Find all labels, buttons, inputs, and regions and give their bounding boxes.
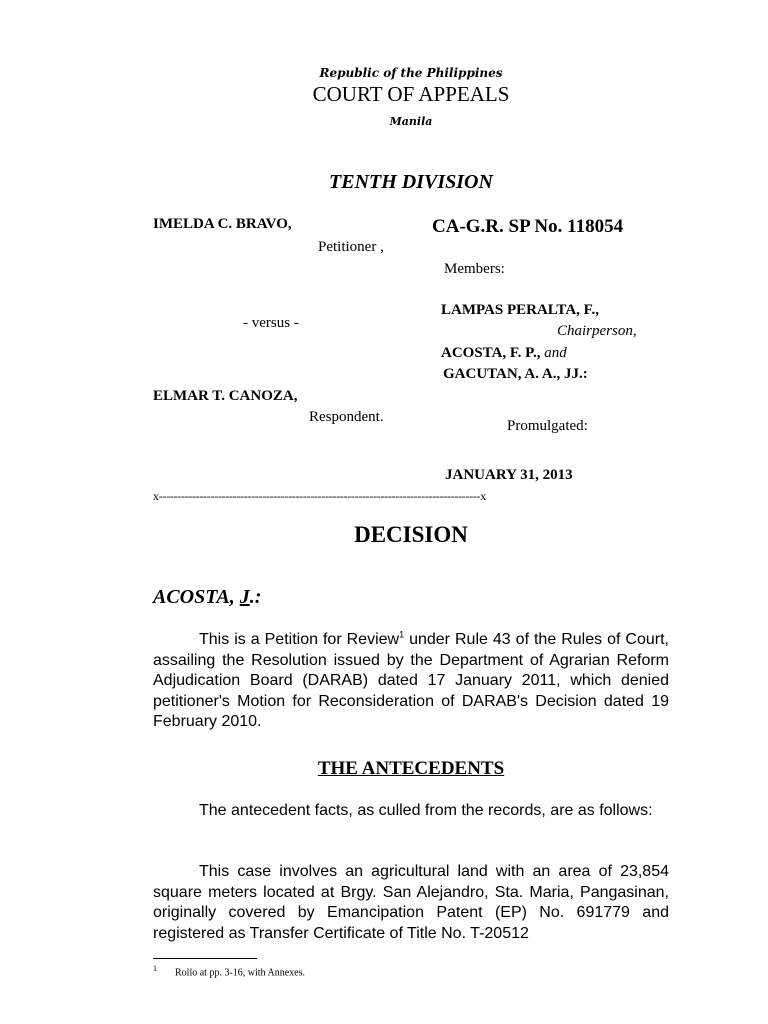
paragraph-1-start: This is a Petition for Review bbox=[199, 631, 400, 648]
case-number: CA-G.R. SP No. 118054 bbox=[432, 216, 624, 237]
footnote-text: Rollo at pp. 3-16, with Annexes. bbox=[175, 967, 305, 979]
member-2 bbox=[441, 345, 567, 362]
petitioner-name: IMELDA C. BRAVO, bbox=[153, 216, 292, 232]
division-title: TENTH DIVISION bbox=[329, 171, 493, 193]
paragraph-3-text: This case involves an agricultural land with an area of 23,854 square meters located at Brgy. San Alejandro, Sta. Maria, Pangasinan, originally covered by Emancipation Patent (EP) No. 691779 and registered as Transfer Certificate of Title No. T-20512 bbox=[153, 863, 669, 942]
versus-text: - versus - bbox=[243, 315, 299, 331]
antecedents-heading: THE ANTECEDENTS bbox=[317, 758, 505, 779]
ponente-line bbox=[153, 586, 261, 609]
footnote-rule bbox=[153, 958, 257, 959]
paragraph-3 bbox=[153, 862, 669, 944]
promulgated-label: Promulgated: bbox=[507, 418, 588, 434]
member-3: GACUTAN, A. A., JJ.: bbox=[443, 366, 588, 382]
footnote-reference[interactable]: 1 bbox=[399, 629, 405, 640]
promulgated-date: JANUARY 31, 2013 bbox=[445, 467, 573, 483]
members-label: Members: bbox=[444, 261, 505, 277]
republic-line: Republic of the Philippines bbox=[319, 66, 503, 80]
respondent-name: ELMAR T. CANOZA, bbox=[153, 388, 298, 404]
footnote bbox=[153, 964, 305, 978]
ponente-suffix: .: bbox=[249, 586, 262, 608]
ponente-initial: J bbox=[239, 586, 250, 608]
separator-line: x---------------------------------------------------------------------------------------x bbox=[153, 489, 486, 503]
member-1: LAMPAS PERALTA, F., bbox=[441, 302, 599, 318]
member-2-name: ACOSTA, F. P., bbox=[441, 345, 541, 361]
ponente-name: ACOSTA, bbox=[153, 586, 235, 608]
member-1-title: Chairperson, bbox=[557, 323, 637, 339]
paragraph-2-text: The antecedent facts, as culled from the records, are as follows: bbox=[199, 802, 653, 819]
court-name: COURT OF APPEALS bbox=[312, 82, 510, 106]
paragraph-2 bbox=[153, 801, 669, 822]
member-2-and: and bbox=[544, 345, 567, 361]
petitioner-role: Petitioner , bbox=[318, 239, 384, 255]
decision-title: DECISION bbox=[354, 522, 468, 547]
footnote-number: 1 bbox=[153, 964, 157, 973]
respondent-role: Respondent. bbox=[309, 409, 384, 425]
paragraph-1-rest: under Rule 43 of the Rules of Court, assailing the Resolution issued by the Department of Agrarian Reform Adjudication Board (DARAB) dated 17 January 2011, which denied petitioner's Motion for Reconsideration of DARAB's Decision dated 19 February 2010. bbox=[153, 631, 670, 730]
paragraph-1 bbox=[153, 630, 669, 733]
city-line: Manila bbox=[389, 115, 433, 128]
